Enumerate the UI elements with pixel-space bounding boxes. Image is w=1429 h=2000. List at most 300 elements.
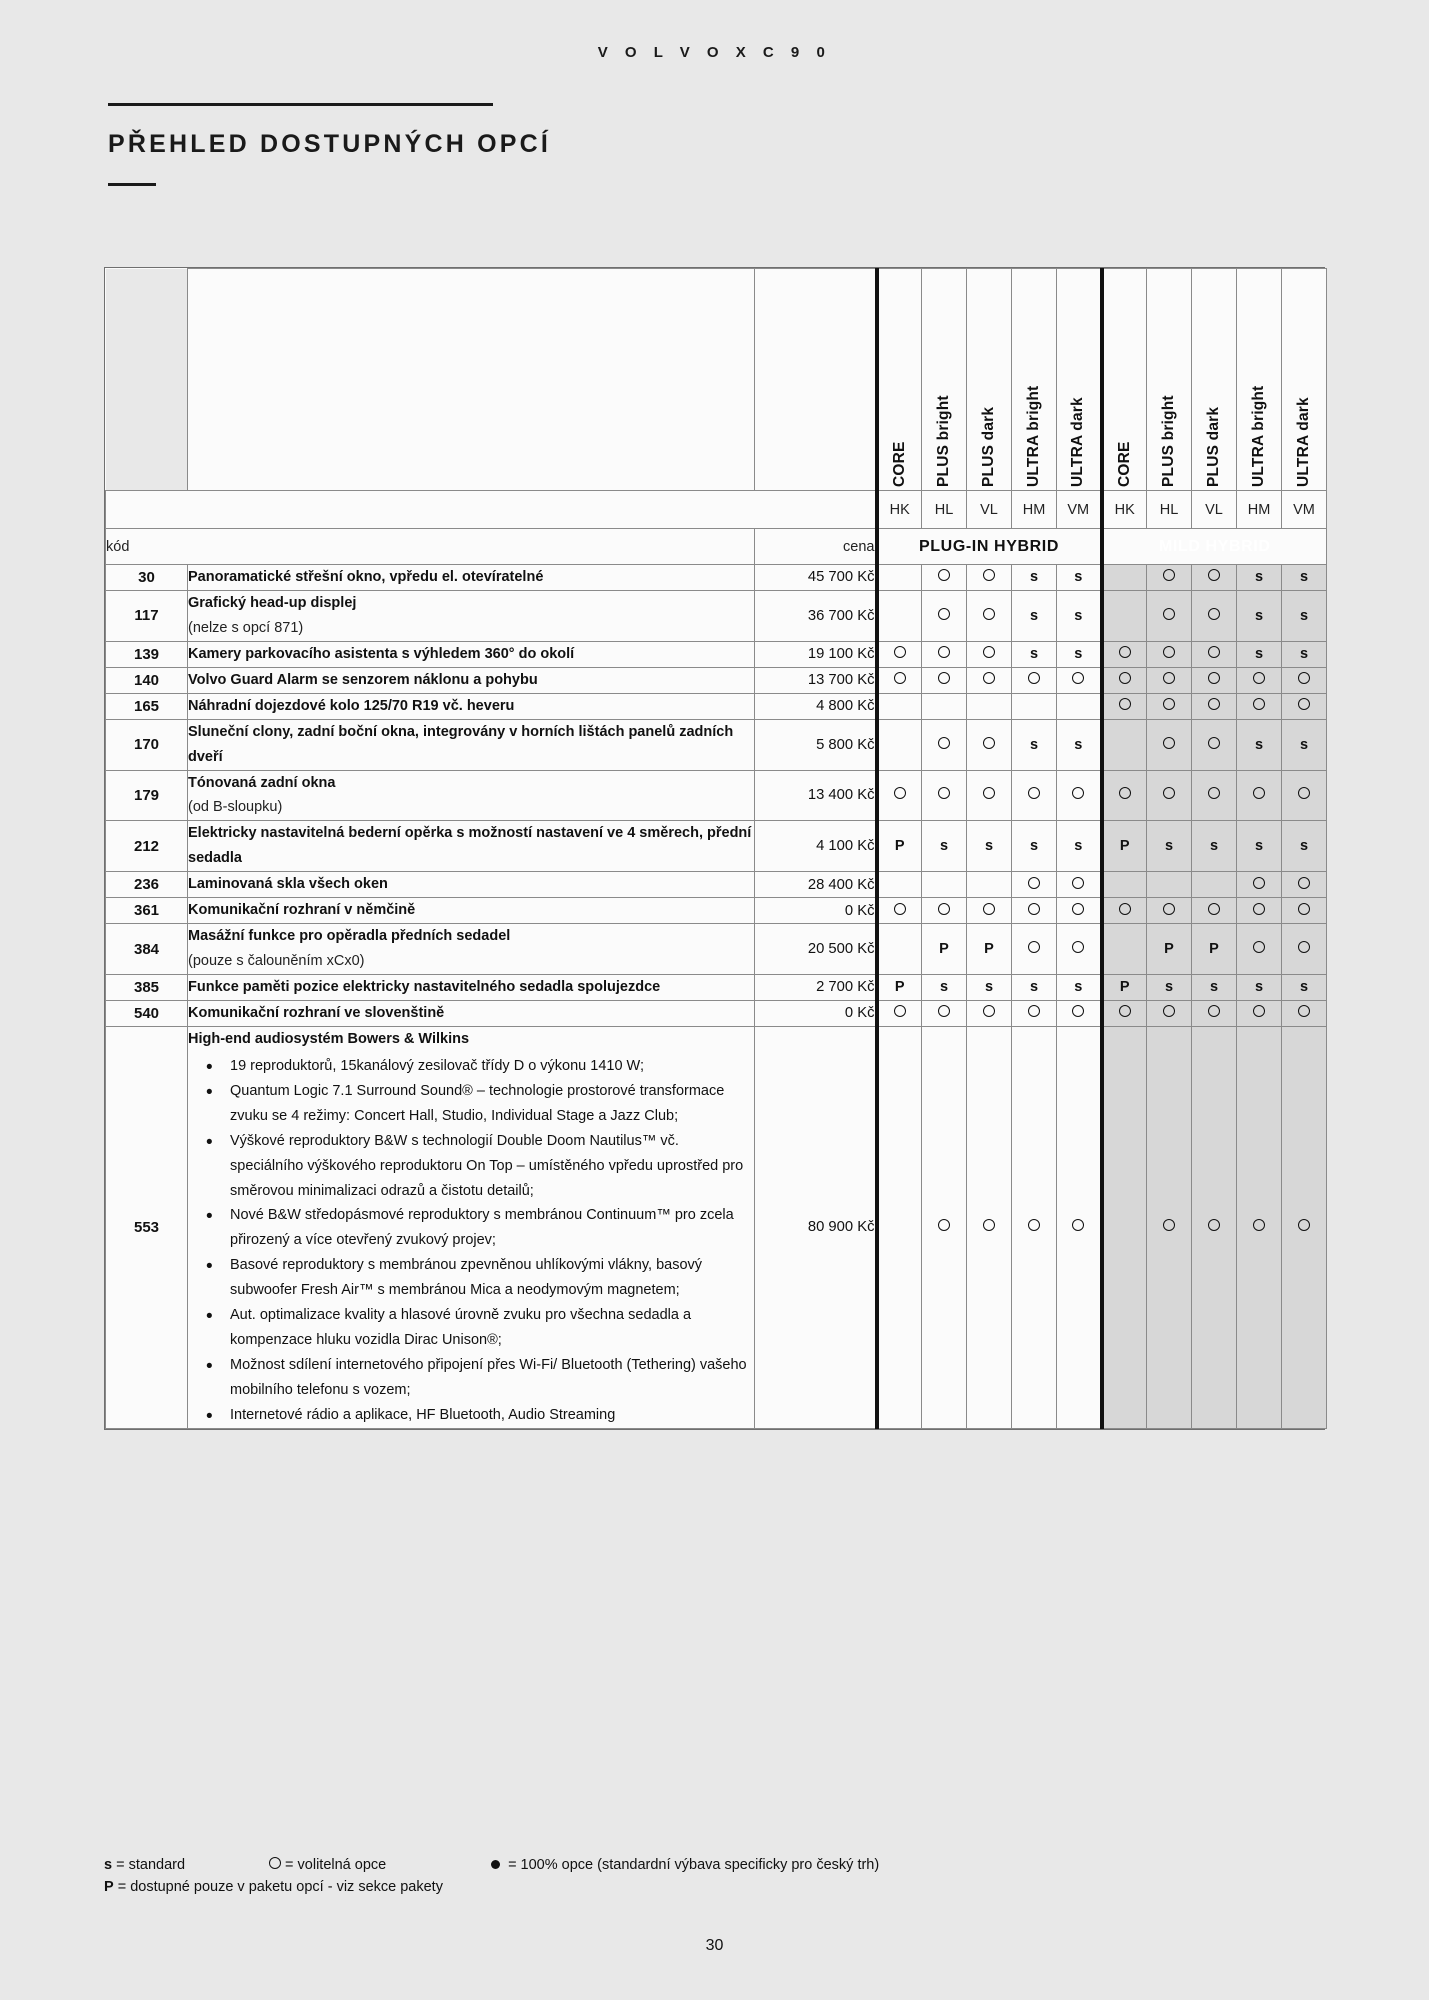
- availability-cell: [1147, 1026, 1192, 1428]
- availability-cell: [1102, 898, 1147, 924]
- availability-cell: [1192, 693, 1237, 719]
- availability-cell: [1237, 924, 1282, 975]
- option-code: 236: [106, 872, 188, 898]
- availability-cell: [1192, 898, 1237, 924]
- availability-cell: [1012, 770, 1057, 821]
- header-blank-code: [106, 269, 188, 491]
- table-row: [106, 667, 1327, 693]
- list-item: • Aut. optimalizace kvality a hlasové úrovně zvuku pro všechna sedadla a kompenzace hluku vozidla Dirac Unison®;: [188, 1303, 754, 1353]
- circle-icon: [269, 1857, 281, 1869]
- availability-cell: s: [1237, 565, 1282, 591]
- header-core-plugin: [877, 269, 922, 491]
- availability-cell: [1147, 872, 1192, 898]
- circle-icon: [894, 903, 906, 915]
- circle-icon: [1163, 737, 1175, 749]
- table-row: [106, 770, 1327, 821]
- circle-icon: [1163, 698, 1175, 710]
- availability-cell: [1237, 1026, 1282, 1428]
- circle-icon: [1119, 903, 1131, 915]
- availability-cell: [967, 719, 1012, 770]
- availability-cell: s: [1237, 719, 1282, 770]
- circle-icon: [983, 1219, 995, 1231]
- availability-cell: P: [877, 975, 922, 1001]
- circle-icon: [1298, 877, 1310, 889]
- circle-icon: [1298, 672, 1310, 684]
- availability-cell: [877, 898, 922, 924]
- circle-icon: [938, 608, 950, 620]
- filled-dot-icon: [491, 1860, 500, 1869]
- option-code: 179: [106, 770, 188, 821]
- legend: [104, 1854, 1304, 1899]
- availability-cell: [1237, 770, 1282, 821]
- option-description: [188, 1000, 755, 1026]
- availability-cell: [1147, 667, 1192, 693]
- availability-cell: [1192, 770, 1237, 821]
- availability-cell: [1102, 872, 1147, 898]
- circle-icon: [1298, 1219, 1310, 1231]
- header-label: PLUS dark: [980, 406, 997, 487]
- brand-header: V O L V O X C 9 0: [597, 44, 832, 61]
- availability-cell: [1282, 872, 1327, 898]
- availability-cell: s: [1012, 975, 1057, 1001]
- availability-cell: [967, 872, 1012, 898]
- circle-icon: [983, 646, 995, 658]
- availability-cell: [877, 719, 922, 770]
- availability-cell: [1192, 667, 1237, 693]
- option-description-main: Tónovaná zadní okna: [188, 774, 336, 791]
- availability-cell: [1057, 898, 1102, 924]
- availability-cell: [1237, 872, 1282, 898]
- header-blank-desc: [188, 269, 755, 491]
- option-code: 384: [106, 924, 188, 975]
- circle-icon: [983, 903, 995, 915]
- circle-icon: [894, 1005, 906, 1017]
- availability-cell: s: [1192, 821, 1237, 872]
- availability-cell: [877, 924, 922, 975]
- availability-cell: [877, 770, 922, 821]
- option-description-main: Volvo Guard Alarm se senzorem náklonu a pohybu: [188, 671, 538, 688]
- option-description-note: (nelze s opcí 871): [188, 619, 304, 636]
- header-label: ULTRA dark: [1295, 396, 1312, 487]
- circle-icon: [1298, 941, 1310, 953]
- option-description: [188, 641, 755, 667]
- header-label: PLUS bright: [935, 394, 952, 487]
- availability-cell: [1057, 1026, 1102, 1428]
- header-label: CORE: [1115, 440, 1133, 487]
- circle-icon: [983, 787, 995, 799]
- availability-cell: [922, 693, 967, 719]
- availability-cell: [1057, 693, 1102, 719]
- option-description-main: Laminovaná skla všech oken: [188, 876, 388, 893]
- availability-cell: [1147, 1000, 1192, 1026]
- circle-icon: [894, 646, 906, 658]
- option-description: [188, 924, 755, 975]
- circle-icon: [1163, 787, 1175, 799]
- circle-icon: [1028, 787, 1040, 799]
- circle-icon: [1163, 569, 1175, 581]
- table-row: [106, 898, 1327, 924]
- legend-dot-text: = 100% opce (standardní výbava specificky pro český trh): [508, 1857, 880, 1873]
- option-code: 553: [106, 1026, 188, 1428]
- availability-cell: [1012, 1026, 1057, 1428]
- availability-cell: [967, 565, 1012, 591]
- audio-feature-list: [188, 1054, 754, 1428]
- legend-line-2: [104, 1876, 1304, 1898]
- table-row: [106, 872, 1327, 898]
- circle-icon: [1119, 698, 1131, 710]
- availability-cell: [967, 1000, 1012, 1026]
- variant-code-cell: VM: [1057, 491, 1102, 529]
- list-item: • Quantum Logic 7.1 Surround Sound® – technologie prostorové transformace zvuku se 4 režimy: Concert Hall, Studio, Individual Stage a Jazz Club;: [188, 1079, 754, 1129]
- availability-cell: [1282, 898, 1327, 924]
- availability-cell: s: [1282, 565, 1327, 591]
- header-blank-price: [755, 269, 877, 491]
- availability-cell: [877, 641, 922, 667]
- circle-icon: [894, 787, 906, 799]
- option-description-main: Masážní funkce pro opěradla předních sedadel: [188, 928, 511, 945]
- legend-s-symbol: s: [104, 1857, 113, 1873]
- availability-cell: [877, 667, 922, 693]
- circle-icon: [1163, 672, 1175, 684]
- option-description: [188, 565, 755, 591]
- circle-icon: [938, 1219, 950, 1231]
- availability-cell: [1237, 898, 1282, 924]
- availability-cell: [1102, 719, 1147, 770]
- availability-cell: [922, 719, 967, 770]
- group-mild-hybrid: MILD HYBRID: [1102, 529, 1327, 565]
- header-plus-dark-mild: [1192, 269, 1237, 491]
- option-code: 30: [106, 565, 188, 591]
- page-title: PŘEHLED DOSTUPNÝCH OPCÍ: [108, 130, 552, 158]
- option-price: 36 700 Kč: [755, 590, 877, 641]
- header-label: CORE: [890, 440, 908, 487]
- availability-cell: [922, 872, 967, 898]
- circle-icon: [1028, 672, 1040, 684]
- availability-cell: s: [1012, 565, 1057, 591]
- availability-cell: [1192, 590, 1237, 641]
- variant-code-cell: HM: [1012, 491, 1057, 529]
- header-plus-dark-plugin: [967, 269, 1012, 491]
- availability-cell: s: [1057, 975, 1102, 1001]
- table-row-audio: [106, 1026, 1327, 1428]
- variant-code-cell: HL: [922, 491, 967, 529]
- availability-cell: [922, 1000, 967, 1026]
- availability-cell: [1192, 1026, 1237, 1428]
- table-row: [106, 1000, 1327, 1026]
- circle-icon: [1119, 646, 1131, 658]
- list-item: • Internetové rádio a aplikace, HF Bluetooth, Audio Streaming: [188, 1403, 754, 1428]
- availability-cell: [1282, 667, 1327, 693]
- circle-icon: [983, 608, 995, 620]
- header-ultra-bright-mild: [1237, 269, 1282, 491]
- availability-cell: [1237, 693, 1282, 719]
- circle-icon: [938, 1005, 950, 1017]
- circle-icon: [1163, 646, 1175, 658]
- availability-cell: s: [1012, 719, 1057, 770]
- availability-cell: s: [1237, 975, 1282, 1001]
- availability-cell: [1282, 924, 1327, 975]
- circle-icon: [1253, 787, 1265, 799]
- circle-icon: [1072, 787, 1084, 799]
- availability-cell: s: [1282, 719, 1327, 770]
- availability-cell: [967, 590, 1012, 641]
- rotated-header-row: [106, 269, 1327, 491]
- availability-cell: s: [1057, 821, 1102, 872]
- availability-cell: [922, 641, 967, 667]
- availability-cell: P: [1192, 924, 1237, 975]
- header-label: ULTRA dark: [1069, 396, 1087, 487]
- availability-cell: [922, 898, 967, 924]
- availability-cell: s: [967, 821, 1012, 872]
- availability-cell: s: [1237, 821, 1282, 872]
- circle-icon: [1028, 1219, 1040, 1231]
- legend-p-text: = dostupné pouze v paketu opcí - viz sekce pakety: [117, 1879, 443, 1896]
- option-price: 28 400 Kč: [755, 872, 877, 898]
- availability-cell: [967, 693, 1012, 719]
- option-description-note: (od B-sloupku): [188, 799, 283, 816]
- availability-cell: s: [1057, 590, 1102, 641]
- availability-cell: [1102, 924, 1147, 975]
- circle-icon: [1072, 941, 1084, 953]
- availability-cell: [967, 1026, 1012, 1428]
- circle-icon: [1253, 903, 1265, 915]
- circle-icon: [1298, 787, 1310, 799]
- availability-cell: s: [1282, 641, 1327, 667]
- availability-cell: [1102, 693, 1147, 719]
- option-code: 361: [106, 898, 188, 924]
- legend-standard: [104, 1854, 269, 1876]
- option-description-main: Funkce paměti pozice elektricky nastavitelného sedadla spolujezdce: [188, 979, 661, 995]
- page-number: 30: [705, 1937, 724, 1954]
- availability-cell: [1147, 590, 1192, 641]
- variant-code-cell: HM: [1237, 491, 1282, 529]
- circle-icon: [1028, 903, 1040, 915]
- availability-cell: [1102, 1026, 1147, 1428]
- option-description-main: Náhradní dojezdové kolo 125/70 R19 vč. heveru: [188, 697, 515, 714]
- circle-icon: [938, 672, 950, 684]
- list-item: • Výškové reproduktory B&W s technologií Double Doom Nautilus™ vč. speciálního výškového reproduktoru On Top – umístěného vpředu uprostřed pro směrovou minimalizaci odrazů a čistotu detailů;: [188, 1129, 754, 1204]
- option-price: 45 700 Kč: [755, 565, 877, 591]
- availability-cell: P: [922, 924, 967, 975]
- availability-cell: [1147, 770, 1192, 821]
- circle-icon: [983, 737, 995, 749]
- circle-icon: [1072, 672, 1084, 684]
- header-label: PLUS bright: [1160, 394, 1177, 487]
- option-price: 4 100 Kč: [755, 821, 877, 872]
- circle-icon: [1028, 941, 1040, 953]
- availability-cell: [1057, 1000, 1102, 1026]
- availability-cell: [1057, 924, 1102, 975]
- option-code: 170: [106, 719, 188, 770]
- circle-icon: [1072, 877, 1084, 889]
- circle-icon: [1072, 903, 1084, 915]
- availability-cell: [1012, 667, 1057, 693]
- kod-label: kód: [106, 529, 755, 565]
- legend-p-symbol: P: [104, 1879, 114, 1896]
- availability-cell: [922, 1026, 967, 1428]
- title-rule-top: [108, 103, 493, 106]
- availability-cell: [1012, 1000, 1057, 1026]
- circle-icon: [938, 787, 950, 799]
- availability-cell: s: [1237, 641, 1282, 667]
- availability-cell: [922, 590, 967, 641]
- availability-cell: [1012, 693, 1057, 719]
- legend-hundred: [491, 1857, 879, 1873]
- option-code: 212: [106, 821, 188, 872]
- availability-cell: s: [1012, 821, 1057, 872]
- legend-o-text: = volitelná opce: [285, 1857, 387, 1873]
- availability-cell: s: [1012, 590, 1057, 641]
- table-row: [106, 719, 1327, 770]
- variant-code-cell: VL: [1192, 491, 1237, 529]
- circle-icon: [1298, 1005, 1310, 1017]
- availability-cell: P: [1147, 924, 1192, 975]
- availability-cell: [1192, 565, 1237, 591]
- header-plus-bright-mild: [1147, 269, 1192, 491]
- circle-icon: [1208, 1219, 1220, 1231]
- option-price: 19 100 Kč: [755, 641, 877, 667]
- option-description: [188, 719, 755, 770]
- table-row: [106, 924, 1327, 975]
- group-label-row: [106, 529, 1327, 565]
- availability-cell: [1282, 1026, 1327, 1428]
- availability-cell: [1147, 693, 1192, 719]
- option-description-main: Grafický head-up displej: [188, 594, 357, 611]
- cena-label: cena: [755, 529, 877, 565]
- circle-icon: [938, 646, 950, 658]
- header-plus-bright-plugin: [922, 269, 967, 491]
- legend-s-text: = standard: [116, 1857, 186, 1873]
- circle-icon: [938, 903, 950, 915]
- option-price: 20 500 Kč: [755, 924, 877, 975]
- circle-icon: [1072, 1005, 1084, 1017]
- availability-cell: [1102, 641, 1147, 667]
- option-description-main: Elektricky nastavitelná bederní opěrka s možností nastavení ve 4 směrech, přední sedadla: [188, 825, 752, 867]
- availability-cell: s: [922, 975, 967, 1001]
- circle-icon: [1208, 608, 1220, 620]
- circle-icon: [1298, 903, 1310, 915]
- option-description: [188, 1026, 755, 1428]
- circle-icon: [1208, 672, 1220, 684]
- option-code: 385: [106, 975, 188, 1001]
- availability-cell: s: [1147, 821, 1192, 872]
- table-row: [106, 821, 1327, 872]
- circle-icon: [1208, 787, 1220, 799]
- circle-icon: [938, 569, 950, 581]
- legend-optional: [269, 1854, 491, 1876]
- list-item: • Možnost sdílení internetového připojení přes Wi-Fi/ Bluetooth (Tethering) vašeho mobilního telefonu s vozem;: [188, 1353, 754, 1403]
- header-label: ULTRA bright: [1250, 385, 1267, 487]
- list-item: • Nové B&W středopásmové reproduktory s membránou Continuum™ pro zcela přirozený a více otevřený zvukový projev;: [188, 1203, 754, 1253]
- option-price: 0 Kč: [755, 1000, 877, 1026]
- availability-cell: s: [1057, 565, 1102, 591]
- circle-icon: [1208, 646, 1220, 658]
- availability-cell: [877, 1000, 922, 1026]
- title-rule-bottom: [108, 183, 156, 186]
- availability-cell: [1282, 1000, 1327, 1026]
- availability-cell: s: [1012, 641, 1057, 667]
- availability-cell: [1147, 898, 1192, 924]
- circle-icon: [1253, 941, 1265, 953]
- availability-cell: s: [1057, 719, 1102, 770]
- availability-cell: s: [1057, 641, 1102, 667]
- availability-cell: [1012, 924, 1057, 975]
- circle-icon: [1028, 1005, 1040, 1017]
- availability-cell: [1147, 641, 1192, 667]
- variant-code-cell: HK: [877, 491, 922, 529]
- option-code: 117: [106, 590, 188, 641]
- circle-icon: [1163, 1219, 1175, 1231]
- availability-cell: [1237, 1000, 1282, 1026]
- availability-cell: [1147, 719, 1192, 770]
- circle-icon: [1298, 698, 1310, 710]
- availability-cell: s: [1282, 975, 1327, 1001]
- availability-cell: P: [1102, 821, 1147, 872]
- availability-cell: s: [1147, 975, 1192, 1001]
- circle-icon: [983, 672, 995, 684]
- variant-code-cell: VM: [1282, 491, 1327, 529]
- audio-title: High-end audiosystém Bowers & Wilkins: [188, 1030, 470, 1047]
- availability-cell: [1192, 641, 1237, 667]
- availability-cell: [877, 565, 922, 591]
- availability-cell: [877, 872, 922, 898]
- availability-cell: P: [1102, 975, 1147, 1001]
- option-description: [188, 821, 755, 872]
- option-price: 5 800 Kč: [755, 719, 877, 770]
- availability-cell: s: [1237, 590, 1282, 641]
- table-row: [106, 693, 1327, 719]
- option-description-main: Kamery parkovacího asistenta s výhledem 360° do okolí: [188, 645, 575, 662]
- option-price: 13 700 Kč: [755, 667, 877, 693]
- availability-cell: P: [877, 821, 922, 872]
- availability-cell: [967, 898, 1012, 924]
- option-price: 80 900 Kč: [755, 1026, 877, 1428]
- availability-cell: [1102, 770, 1147, 821]
- circle-icon: [1163, 608, 1175, 620]
- availability-cell: [877, 590, 922, 641]
- option-description: [188, 693, 755, 719]
- availability-cell: [1012, 898, 1057, 924]
- circle-icon: [1163, 903, 1175, 915]
- availability-cell: [1012, 872, 1057, 898]
- variant-code-cell: HK: [1102, 491, 1147, 529]
- circle-icon: [1208, 903, 1220, 915]
- options-table: [105, 268, 1327, 1429]
- list-item: • Basové reproduktory s membránou zpevněnou uhlíkovými vlákny, basový subwoofer Fresh Air™ s membránou Mica a neodymovým magnetem;: [188, 1253, 754, 1303]
- circle-icon: [1119, 1005, 1131, 1017]
- availability-cell: s: [1192, 975, 1237, 1001]
- option-price: 2 700 Kč: [755, 975, 877, 1001]
- circle-icon: [983, 1005, 995, 1017]
- option-description: [188, 667, 755, 693]
- circle-icon: [1253, 672, 1265, 684]
- header-label: PLUS dark: [1205, 406, 1222, 487]
- availability-cell: [1102, 590, 1147, 641]
- option-description: [188, 975, 755, 1001]
- availability-cell: [922, 565, 967, 591]
- availability-cell: [1102, 565, 1147, 591]
- availability-cell: s: [922, 821, 967, 872]
- circle-icon: [1119, 672, 1131, 684]
- header-label: ULTRA bright: [1025, 385, 1042, 487]
- circle-icon: [1028, 877, 1040, 889]
- variant-code-cell: VL: [967, 491, 1012, 529]
- header-ultra-dark-mild: [1282, 269, 1327, 491]
- variant-code-row: [106, 491, 1327, 529]
- circle-icon: [894, 672, 906, 684]
- availability-cell: [1102, 1000, 1147, 1026]
- availability-cell: s: [1282, 590, 1327, 641]
